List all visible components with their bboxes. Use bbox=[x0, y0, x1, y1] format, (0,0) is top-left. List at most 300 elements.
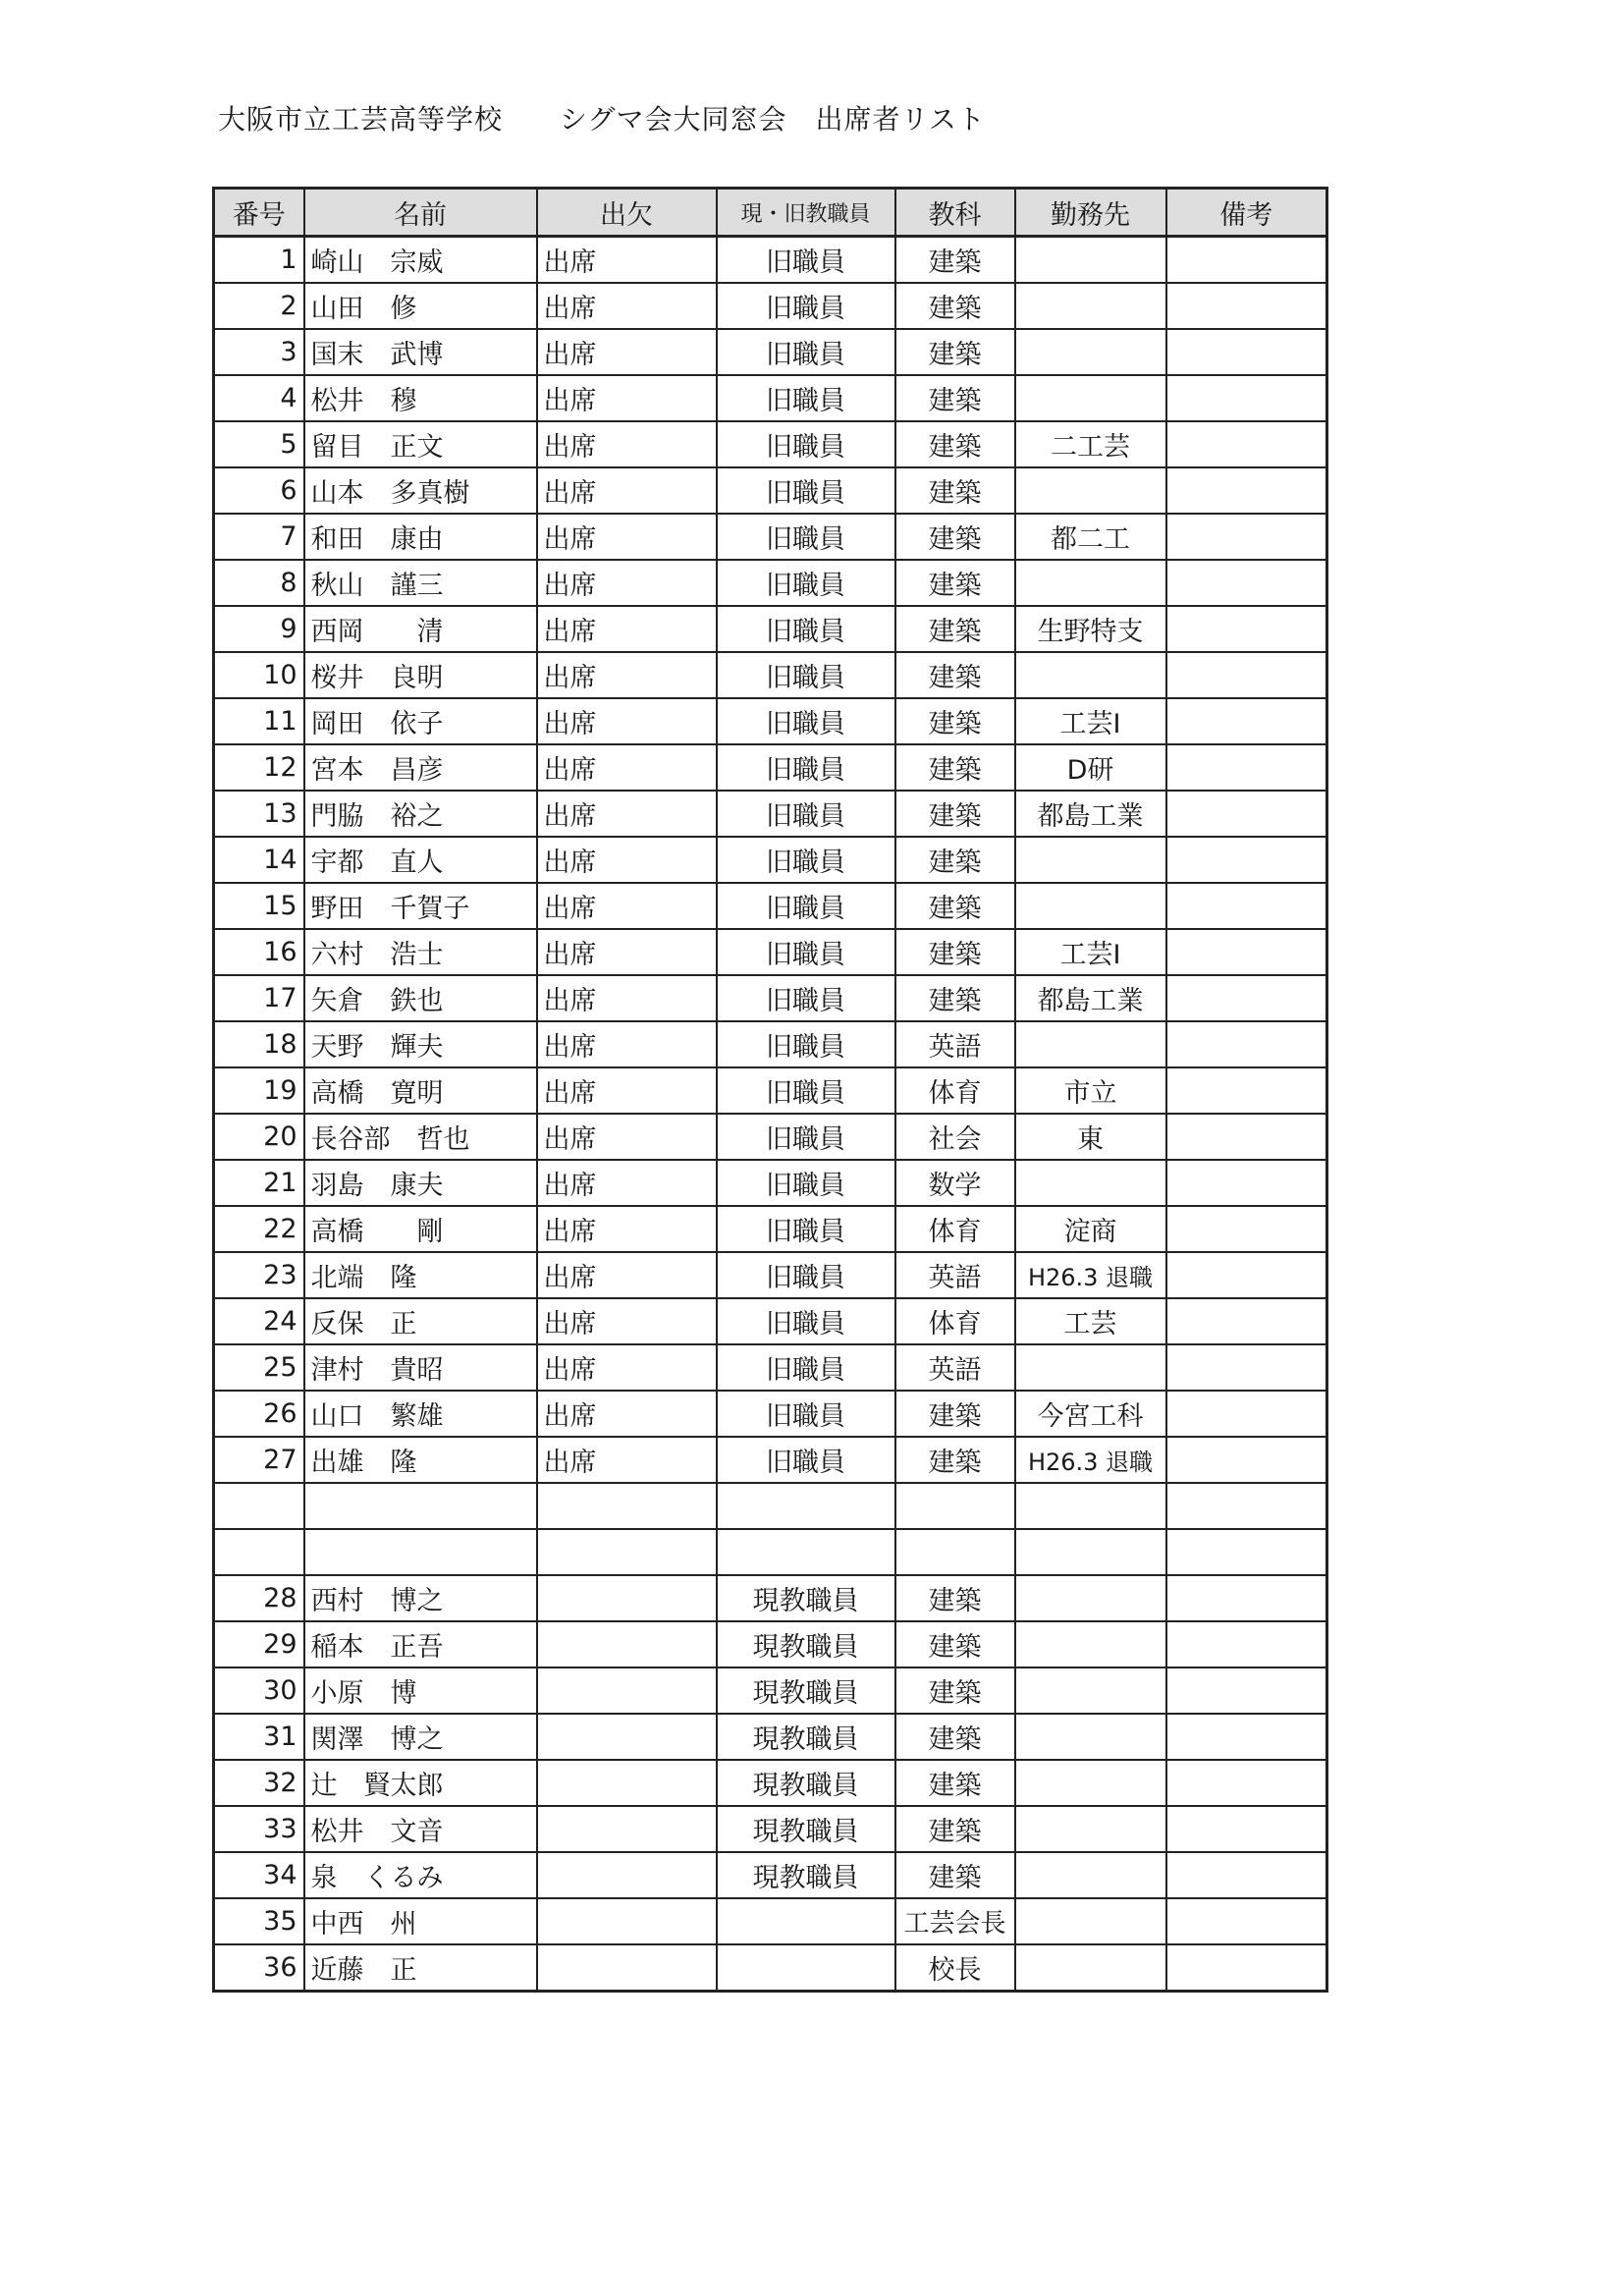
row-attendance: 出席 bbox=[537, 467, 717, 514]
row-number: 16 bbox=[214, 929, 304, 975]
row-workplace bbox=[1015, 560, 1166, 606]
row-name: 宮本 昌彦 bbox=[304, 744, 537, 791]
row-number: 35 bbox=[214, 1898, 304, 1944]
row-name: 崎山 宗威 bbox=[304, 237, 537, 284]
row-remarks bbox=[1166, 1575, 1327, 1621]
row-workplace bbox=[1015, 1806, 1166, 1852]
row-remarks bbox=[1166, 1160, 1327, 1206]
row-staff-status: 現教職員 bbox=[717, 1806, 895, 1852]
row-staff-status bbox=[717, 1529, 895, 1575]
row-workplace: 二工芸 bbox=[1015, 421, 1166, 467]
row-staff-status: 現教職員 bbox=[717, 1760, 895, 1806]
row-number: 32 bbox=[214, 1760, 304, 1806]
table-row bbox=[214, 1067, 1327, 1114]
row-workplace bbox=[1015, 1344, 1166, 1391]
row-attendance: 出席 bbox=[537, 929, 717, 975]
row-number bbox=[214, 1483, 304, 1529]
row-workplace: 市立 bbox=[1015, 1067, 1166, 1114]
row-name: 宇都 直人 bbox=[304, 837, 537, 883]
row-name: 羽島 康夫 bbox=[304, 1160, 537, 1206]
row-subject: 社会 bbox=[895, 1114, 1015, 1160]
row-subject: 建築 bbox=[895, 791, 1015, 837]
row-name bbox=[304, 1529, 537, 1575]
row-remarks bbox=[1166, 1714, 1327, 1760]
row-number: 29 bbox=[214, 1621, 304, 1667]
row-attendance: 出席 bbox=[537, 791, 717, 837]
row-staff-status: 旧職員 bbox=[717, 560, 895, 606]
row-remarks bbox=[1166, 1667, 1327, 1714]
table-row bbox=[214, 283, 1327, 329]
row-subject: 建築 bbox=[895, 283, 1015, 329]
row-workplace bbox=[1015, 1760, 1166, 1806]
row-number: 7 bbox=[214, 514, 304, 560]
row-remarks bbox=[1166, 514, 1327, 560]
row-workplace bbox=[1015, 467, 1166, 514]
header-subject: 教科 bbox=[895, 189, 1015, 237]
row-staff-status: 旧職員 bbox=[717, 1252, 895, 1298]
row-remarks bbox=[1166, 560, 1327, 606]
row-subject: 建築 bbox=[895, 652, 1015, 698]
row-remarks bbox=[1166, 329, 1327, 375]
row-subject: 工芸会長 bbox=[895, 1898, 1015, 1944]
row-remarks bbox=[1166, 1621, 1327, 1667]
row-name: 天野 輝夫 bbox=[304, 1021, 537, 1067]
row-subject: 建築 bbox=[895, 929, 1015, 975]
row-workplace bbox=[1015, 1160, 1166, 1206]
row-workplace bbox=[1015, 329, 1166, 375]
row-remarks bbox=[1166, 791, 1327, 837]
header-number: 番号 bbox=[214, 189, 304, 237]
row-workplace: 生野特支 bbox=[1015, 606, 1166, 652]
row-name: 留目 正文 bbox=[304, 421, 537, 467]
row-staff-status: 旧職員 bbox=[717, 467, 895, 514]
table-row bbox=[214, 237, 1327, 284]
row-staff-status: 旧職員 bbox=[717, 1437, 895, 1483]
table-row bbox=[214, 1621, 1327, 1667]
row-name: 松井 文音 bbox=[304, 1806, 537, 1852]
row-remarks bbox=[1166, 1852, 1327, 1898]
row-remarks bbox=[1166, 1944, 1327, 1992]
row-attendance: 出席 bbox=[537, 560, 717, 606]
row-attendance bbox=[537, 1760, 717, 1806]
row-subject: 建築 bbox=[895, 744, 1015, 791]
row-workplace bbox=[1015, 837, 1166, 883]
row-number: 11 bbox=[214, 698, 304, 744]
row-number: 17 bbox=[214, 975, 304, 1021]
row-remarks bbox=[1166, 606, 1327, 652]
row-workplace: H26.3 退職 bbox=[1015, 1437, 1166, 1483]
row-name: 反保 正 bbox=[304, 1298, 537, 1344]
row-staff-status: 旧職員 bbox=[717, 1021, 895, 1067]
table-row bbox=[214, 698, 1327, 744]
table-row bbox=[214, 1667, 1327, 1714]
row-staff-status: 旧職員 bbox=[717, 329, 895, 375]
table-row bbox=[214, 791, 1327, 837]
table-row bbox=[214, 1344, 1327, 1391]
row-name: 西村 博之 bbox=[304, 1575, 537, 1621]
row-name: 小原 博 bbox=[304, 1667, 537, 1714]
table-row bbox=[214, 1944, 1327, 1992]
document-title: 大阪市立工芸高等学校 シグマ会大同窓会 出席者リスト bbox=[218, 103, 986, 136]
row-staff-status: 旧職員 bbox=[717, 1114, 895, 1160]
row-number: 12 bbox=[214, 744, 304, 791]
row-attendance: 出席 bbox=[537, 1206, 717, 1252]
row-attendance bbox=[537, 1806, 717, 1852]
row-subject: 建築 bbox=[895, 375, 1015, 421]
row-subject: 建築 bbox=[895, 514, 1015, 560]
table-row bbox=[214, 1391, 1327, 1437]
row-remarks bbox=[1166, 1483, 1327, 1529]
row-attendance: 出席 bbox=[537, 837, 717, 883]
row-workplace: 工芸 bbox=[1015, 1298, 1166, 1344]
row-number: 22 bbox=[214, 1206, 304, 1252]
table-row bbox=[214, 514, 1327, 560]
row-workplace bbox=[1015, 1667, 1166, 1714]
row-subject: 建築 bbox=[895, 1621, 1015, 1667]
row-attendance: 出席 bbox=[537, 698, 717, 744]
row-name: 矢倉 鉄也 bbox=[304, 975, 537, 1021]
row-workplace: 都二工 bbox=[1015, 514, 1166, 560]
row-attendance bbox=[537, 1852, 717, 1898]
row-subject: 英語 bbox=[895, 1252, 1015, 1298]
row-remarks bbox=[1166, 1252, 1327, 1298]
row-attendance bbox=[537, 1575, 717, 1621]
row-staff-status: 旧職員 bbox=[717, 1344, 895, 1391]
row-remarks bbox=[1166, 1898, 1327, 1944]
row-remarks bbox=[1166, 237, 1327, 284]
row-name: 山田 修 bbox=[304, 283, 537, 329]
row-staff-status: 現教職員 bbox=[717, 1621, 895, 1667]
table-row bbox=[214, 1114, 1327, 1160]
row-attendance: 出席 bbox=[537, 283, 717, 329]
row-name: 桜井 良明 bbox=[304, 652, 537, 698]
table-row bbox=[214, 560, 1327, 606]
row-number: 8 bbox=[214, 560, 304, 606]
row-attendance bbox=[537, 1529, 717, 1575]
row-subject: 建築 bbox=[895, 975, 1015, 1021]
row-remarks bbox=[1166, 375, 1327, 421]
table-row bbox=[214, 467, 1327, 514]
row-remarks bbox=[1166, 1760, 1327, 1806]
row-workplace bbox=[1015, 652, 1166, 698]
row-staff-status: 旧職員 bbox=[717, 837, 895, 883]
table-row bbox=[214, 837, 1327, 883]
row-staff-status: 旧職員 bbox=[717, 283, 895, 329]
table-row bbox=[214, 1437, 1327, 1483]
row-workplace: 淀商 bbox=[1015, 1206, 1166, 1252]
row-subject: 建築 bbox=[895, 1806, 1015, 1852]
row-attendance: 出席 bbox=[537, 1021, 717, 1067]
row-attendance: 出席 bbox=[537, 1114, 717, 1160]
header-row bbox=[214, 189, 1327, 237]
row-staff-status: 旧職員 bbox=[717, 744, 895, 791]
row-remarks bbox=[1166, 975, 1327, 1021]
row-subject: 建築 bbox=[895, 1575, 1015, 1621]
row-name: 稲本 正吾 bbox=[304, 1621, 537, 1667]
row-name: 高橋 剛 bbox=[304, 1206, 537, 1252]
row-staff-status: 現教職員 bbox=[717, 1575, 895, 1621]
table-row bbox=[214, 1206, 1327, 1252]
row-staff-status bbox=[717, 1944, 895, 1992]
row-remarks bbox=[1166, 1437, 1327, 1483]
row-workplace: 工芸Ⅰ bbox=[1015, 929, 1166, 975]
row-number: 25 bbox=[214, 1344, 304, 1391]
row-staff-status: 旧職員 bbox=[717, 1160, 895, 1206]
table-row bbox=[214, 1529, 1327, 1575]
row-workplace bbox=[1015, 1483, 1166, 1529]
row-staff-status: 旧職員 bbox=[717, 652, 895, 698]
row-staff-status: 旧職員 bbox=[717, 421, 895, 467]
table-row bbox=[214, 1714, 1327, 1760]
row-attendance bbox=[537, 1714, 717, 1760]
row-subject: 建築 bbox=[895, 1667, 1015, 1714]
row-staff-status: 旧職員 bbox=[717, 975, 895, 1021]
row-attendance bbox=[537, 1621, 717, 1667]
row-staff-status: 旧職員 bbox=[717, 514, 895, 560]
row-attendance: 出席 bbox=[537, 1067, 717, 1114]
row-name: 秋山 謹三 bbox=[304, 560, 537, 606]
row-number: 31 bbox=[214, 1714, 304, 1760]
row-remarks bbox=[1166, 1529, 1327, 1575]
row-workplace bbox=[1015, 283, 1166, 329]
row-staff-status: 現教職員 bbox=[717, 1714, 895, 1760]
row-attendance: 出席 bbox=[537, 652, 717, 698]
row-number: 34 bbox=[214, 1852, 304, 1898]
row-number: 14 bbox=[214, 837, 304, 883]
row-subject: 英語 bbox=[895, 1021, 1015, 1067]
attendee-table bbox=[212, 187, 1328, 1993]
row-workplace bbox=[1015, 237, 1166, 284]
header-workplace: 勤務先 bbox=[1015, 189, 1166, 237]
row-workplace bbox=[1015, 1898, 1166, 1944]
row-workplace: 今宮工科 bbox=[1015, 1391, 1166, 1437]
row-remarks bbox=[1166, 1806, 1327, 1852]
row-workplace bbox=[1015, 1575, 1166, 1621]
header-remarks: 備考 bbox=[1166, 189, 1327, 237]
row-name: 泉 くるみ bbox=[304, 1852, 537, 1898]
table-row bbox=[214, 606, 1327, 652]
row-remarks bbox=[1166, 1114, 1327, 1160]
row-number: 19 bbox=[214, 1067, 304, 1114]
row-name bbox=[304, 1483, 537, 1529]
row-number bbox=[214, 1529, 304, 1575]
table-row bbox=[214, 929, 1327, 975]
row-workplace bbox=[1015, 1944, 1166, 1992]
row-name: 出雄 隆 bbox=[304, 1437, 537, 1483]
row-name: 松井 穆 bbox=[304, 375, 537, 421]
row-name: 高橋 寛明 bbox=[304, 1067, 537, 1114]
row-staff-status: 旧職員 bbox=[717, 606, 895, 652]
table-row bbox=[214, 744, 1327, 791]
row-workplace: 工芸Ⅰ bbox=[1015, 698, 1166, 744]
row-name: 門脇 裕之 bbox=[304, 791, 537, 837]
row-attendance: 出席 bbox=[537, 975, 717, 1021]
row-remarks bbox=[1166, 837, 1327, 883]
row-staff-status: 現教職員 bbox=[717, 1667, 895, 1714]
row-name: 六村 浩士 bbox=[304, 929, 537, 975]
row-staff-status: 旧職員 bbox=[717, 791, 895, 837]
row-subject: 体育 bbox=[895, 1298, 1015, 1344]
row-remarks bbox=[1166, 698, 1327, 744]
row-remarks bbox=[1166, 744, 1327, 791]
table-row bbox=[214, 883, 1327, 929]
row-attendance: 出席 bbox=[537, 1344, 717, 1391]
row-number: 23 bbox=[214, 1252, 304, 1298]
row-attendance: 出席 bbox=[537, 744, 717, 791]
row-number: 9 bbox=[214, 606, 304, 652]
row-number: 21 bbox=[214, 1160, 304, 1206]
row-name: 和田 康由 bbox=[304, 514, 537, 560]
row-number: 24 bbox=[214, 1298, 304, 1344]
table-row bbox=[214, 1760, 1327, 1806]
row-staff-status: 旧職員 bbox=[717, 1298, 895, 1344]
row-subject bbox=[895, 1529, 1015, 1575]
row-remarks bbox=[1166, 1391, 1327, 1437]
table-row bbox=[214, 375, 1327, 421]
table-row bbox=[214, 975, 1327, 1021]
row-staff-status: 旧職員 bbox=[717, 237, 895, 284]
row-name: 西岡 清 bbox=[304, 606, 537, 652]
table-row bbox=[214, 1021, 1327, 1067]
row-subject: 建築 bbox=[895, 237, 1015, 284]
row-workplace: 都島工業 bbox=[1015, 975, 1166, 1021]
row-remarks bbox=[1166, 467, 1327, 514]
row-number: 3 bbox=[214, 329, 304, 375]
row-number: 30 bbox=[214, 1667, 304, 1714]
row-subject: 建築 bbox=[895, 560, 1015, 606]
row-subject: 体育 bbox=[895, 1206, 1015, 1252]
row-staff-status: 現教職員 bbox=[717, 1852, 895, 1898]
row-subject: 建築 bbox=[895, 698, 1015, 744]
row-number: 6 bbox=[214, 467, 304, 514]
table-row bbox=[214, 1898, 1327, 1944]
row-remarks bbox=[1166, 1206, 1327, 1252]
row-workplace bbox=[1015, 1714, 1166, 1760]
table-row bbox=[214, 421, 1327, 467]
row-workplace: 東 bbox=[1015, 1114, 1166, 1160]
row-subject: 英語 bbox=[895, 1344, 1015, 1391]
row-attendance: 出席 bbox=[537, 1252, 717, 1298]
row-name: 山本 多真樹 bbox=[304, 467, 537, 514]
table-row bbox=[214, 1160, 1327, 1206]
row-subject: 建築 bbox=[895, 1852, 1015, 1898]
row-number: 27 bbox=[214, 1437, 304, 1483]
row-attendance bbox=[537, 1667, 717, 1714]
row-remarks bbox=[1166, 1298, 1327, 1344]
row-name: 中西 州 bbox=[304, 1898, 537, 1944]
row-staff-status: 旧職員 bbox=[717, 698, 895, 744]
row-workplace: 都島工業 bbox=[1015, 791, 1166, 837]
row-subject: 建築 bbox=[895, 883, 1015, 929]
row-remarks bbox=[1166, 652, 1327, 698]
row-number: 10 bbox=[214, 652, 304, 698]
row-attendance: 出席 bbox=[537, 1391, 717, 1437]
row-subject: 体育 bbox=[895, 1067, 1015, 1114]
row-attendance: 出席 bbox=[537, 1298, 717, 1344]
row-attendance bbox=[537, 1898, 717, 1944]
row-name: 山口 繁雄 bbox=[304, 1391, 537, 1437]
row-name: 野田 千賀子 bbox=[304, 883, 537, 929]
row-workplace bbox=[1015, 375, 1166, 421]
row-subject: 建築 bbox=[895, 606, 1015, 652]
row-staff-status: 旧職員 bbox=[717, 1067, 895, 1114]
row-attendance: 出席 bbox=[537, 606, 717, 652]
table-row bbox=[214, 1575, 1327, 1621]
table-row bbox=[214, 1483, 1327, 1529]
row-attendance bbox=[537, 1483, 717, 1529]
row-remarks bbox=[1166, 929, 1327, 975]
row-name: 辻 賢太郎 bbox=[304, 1760, 537, 1806]
table-row bbox=[214, 1298, 1327, 1344]
row-subject: 建築 bbox=[895, 1760, 1015, 1806]
header-name: 名前 bbox=[304, 189, 537, 237]
row-remarks bbox=[1166, 421, 1327, 467]
row-subject: 建築 bbox=[895, 1391, 1015, 1437]
row-workplace: H26.3 退職 bbox=[1015, 1252, 1166, 1298]
row-number: 33 bbox=[214, 1806, 304, 1852]
row-attendance: 出席 bbox=[537, 514, 717, 560]
row-name: 岡田 依子 bbox=[304, 698, 537, 744]
row-name: 国末 武博 bbox=[304, 329, 537, 375]
row-number: 28 bbox=[214, 1575, 304, 1621]
row-number: 1 bbox=[214, 237, 304, 284]
row-subject: 建築 bbox=[895, 1714, 1015, 1760]
row-number: 4 bbox=[214, 375, 304, 421]
row-remarks bbox=[1166, 1344, 1327, 1391]
row-number: 13 bbox=[214, 791, 304, 837]
row-workplace bbox=[1015, 1852, 1166, 1898]
row-subject: 建築 bbox=[895, 467, 1015, 514]
row-subject: 建築 bbox=[895, 329, 1015, 375]
row-number: 18 bbox=[214, 1021, 304, 1067]
row-subject bbox=[895, 1483, 1015, 1529]
row-remarks bbox=[1166, 1021, 1327, 1067]
row-name: 北端 隆 bbox=[304, 1252, 537, 1298]
row-subject: 建築 bbox=[895, 1437, 1015, 1483]
row-subject: 建築 bbox=[895, 837, 1015, 883]
row-number: 36 bbox=[214, 1944, 304, 1992]
header-attendance: 出欠 bbox=[537, 189, 717, 237]
row-attendance: 出席 bbox=[537, 1437, 717, 1483]
row-remarks bbox=[1166, 1067, 1327, 1114]
row-staff-status: 旧職員 bbox=[717, 375, 895, 421]
row-number: 26 bbox=[214, 1391, 304, 1437]
table-row bbox=[214, 1852, 1327, 1898]
row-number: 5 bbox=[214, 421, 304, 467]
row-name: 関澤 博之 bbox=[304, 1714, 537, 1760]
row-number: 20 bbox=[214, 1114, 304, 1160]
row-workplace bbox=[1015, 1021, 1166, 1067]
row-staff-status: 旧職員 bbox=[717, 1391, 895, 1437]
row-attendance: 出席 bbox=[537, 375, 717, 421]
row-staff-status bbox=[717, 1483, 895, 1529]
row-attendance: 出席 bbox=[537, 1160, 717, 1206]
row-subject: 数学 bbox=[895, 1160, 1015, 1206]
table-row bbox=[214, 329, 1327, 375]
row-attendance bbox=[537, 1944, 717, 1992]
row-remarks bbox=[1166, 283, 1327, 329]
row-attendance: 出席 bbox=[537, 883, 717, 929]
row-number: 15 bbox=[214, 883, 304, 929]
row-attendance: 出席 bbox=[537, 421, 717, 467]
row-remarks bbox=[1166, 883, 1327, 929]
table-row bbox=[214, 1806, 1327, 1852]
table-row bbox=[214, 1252, 1327, 1298]
row-workplace: D研 bbox=[1015, 744, 1166, 791]
row-attendance: 出席 bbox=[537, 237, 717, 284]
row-attendance: 出席 bbox=[537, 329, 717, 375]
row-number: 2 bbox=[214, 283, 304, 329]
